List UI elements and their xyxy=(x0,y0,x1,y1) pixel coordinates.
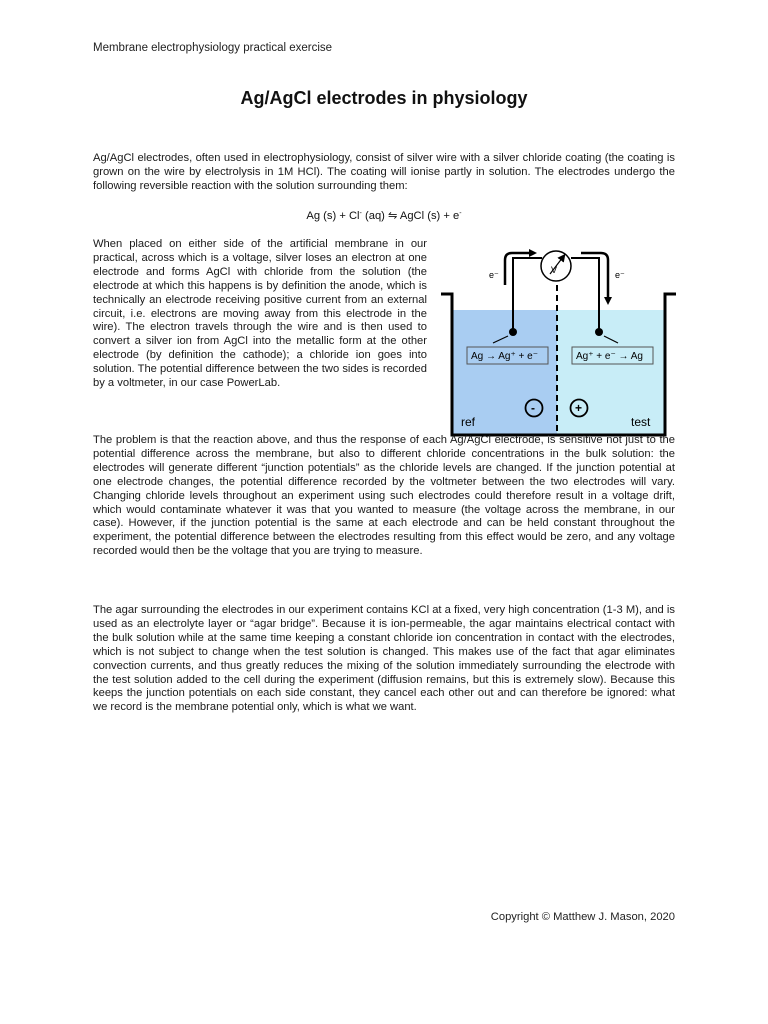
paragraph-electrode-reaction: When placed on either side of the artificial membrane in our practical, across which is a voltage, silver loses an electron at one electrode and forms AgCl with chloride from the solution (the electrode at which this happens is by definition the anode, which is technically an electrode receiving positive current from an external circuit, i.e. electrons are moving away from this electrode in the wire). The electron travels through the wire and is then used to convert a silver ion from AgCl into the metallic form at the other electrode (by definition the cathode); a chloride ion goes into solution. The potential difference between the two sides is recorded by a voltmeter, in our case PowerLab. xyxy=(93,238,427,390)
equation-left: Ag (s) + Cl xyxy=(306,210,360,222)
equation-middle: (aq) ⇋ AgCl (s) + e xyxy=(361,210,460,222)
copyright-notice: Copyright © Matthew J. Mason, 2020 xyxy=(490,911,675,923)
voltmeter-label: V xyxy=(551,265,558,275)
page-title: Ag/AgCl electrodes in physiology xyxy=(240,88,528,108)
paragraph-intro: Ag/AgCl electrodes, often used in electrophysiology, consist of silver wire with a silver chloride coating (the coating is grown on the wire by electrolysis in 1M HCl). The coating will ionise partly in solution. The electrodes undergo the following reversible reaction with the solution surrounding them: xyxy=(93,152,675,192)
electrode-cell-diagram xyxy=(441,243,677,443)
test-electrode-tip xyxy=(595,328,603,336)
running-header: Membrane electrophysiology practical exercise xyxy=(93,42,333,54)
paragraph-agar-bridge: The agar surrounding the electrodes in our experiment contains KCl at a fixed, very high concentration (1-3 M), and is used as an electrolyte layer or “agar bridge”. Because it is ion-permeable, the agar maintains electrical contact with the bulk solution while at the same time keeping a constant chloride ion concentration in contact with the electrodes, which is not subject to change when the test solution is changed. This makes use of the fact that agar eliminates convection currents, and thus greatly reduces the mixing of the solution immediately surrounding the electrode with the test solution added to the cell during the experiment (diffusion remains, but this is extremely slow). Because this keeps the junction potentials on each side constant, they cancel each other out and can therefore be ignored: what we record is the membrane potential only, which is what we want. xyxy=(93,604,675,714)
reaction-text-right: Ag⁺ + e⁻ → Ag xyxy=(576,351,643,362)
electrode-cell-svg xyxy=(441,243,677,443)
negative-charge-sign: - xyxy=(531,401,535,415)
paragraph-junction-potentials: The problem is that the reaction above, and thus the response of each Ag/AgCl electrode, is sensitive not just to the potential difference across the membrane, but also to different chloride concentrations in the bulk solution: the electrodes will generate different “junction potentials” as the chloride levels are changed. If the junction potential at one electrode changes, the potential difference recorded by the voltmeter between the two electrodes will vary. Changing chloride levels throughout an experiment using such electrodes could therefore result in a voltage drift, which would contaminate whatever it was that you wanted to measure (the voltage across the membrane, in our case). However, if the junction potential is the same at each electrode and can be held constant throughout the experiment, the potential difference between the electrodes resulting from this effect would be zero, and any voltage recorded would then be the voltage that you are trying to measure. xyxy=(93,434,675,558)
equation-superscript-chloride: - xyxy=(359,210,362,217)
reaction-text-left: Ag → Ag⁺ + e⁻ xyxy=(471,351,538,362)
equation-superscript-electron: - xyxy=(459,210,462,217)
electron-label-left: e⁻ xyxy=(489,270,499,280)
reference-electrode-tip xyxy=(509,328,517,336)
electron-label-right: e⁻ xyxy=(615,270,625,280)
label-ref: ref xyxy=(461,415,476,429)
electron-arrow-right xyxy=(581,253,608,301)
reaction-equation xyxy=(0,209,768,222)
positive-charge-sign: + xyxy=(575,401,583,415)
label-test: test xyxy=(631,415,651,429)
